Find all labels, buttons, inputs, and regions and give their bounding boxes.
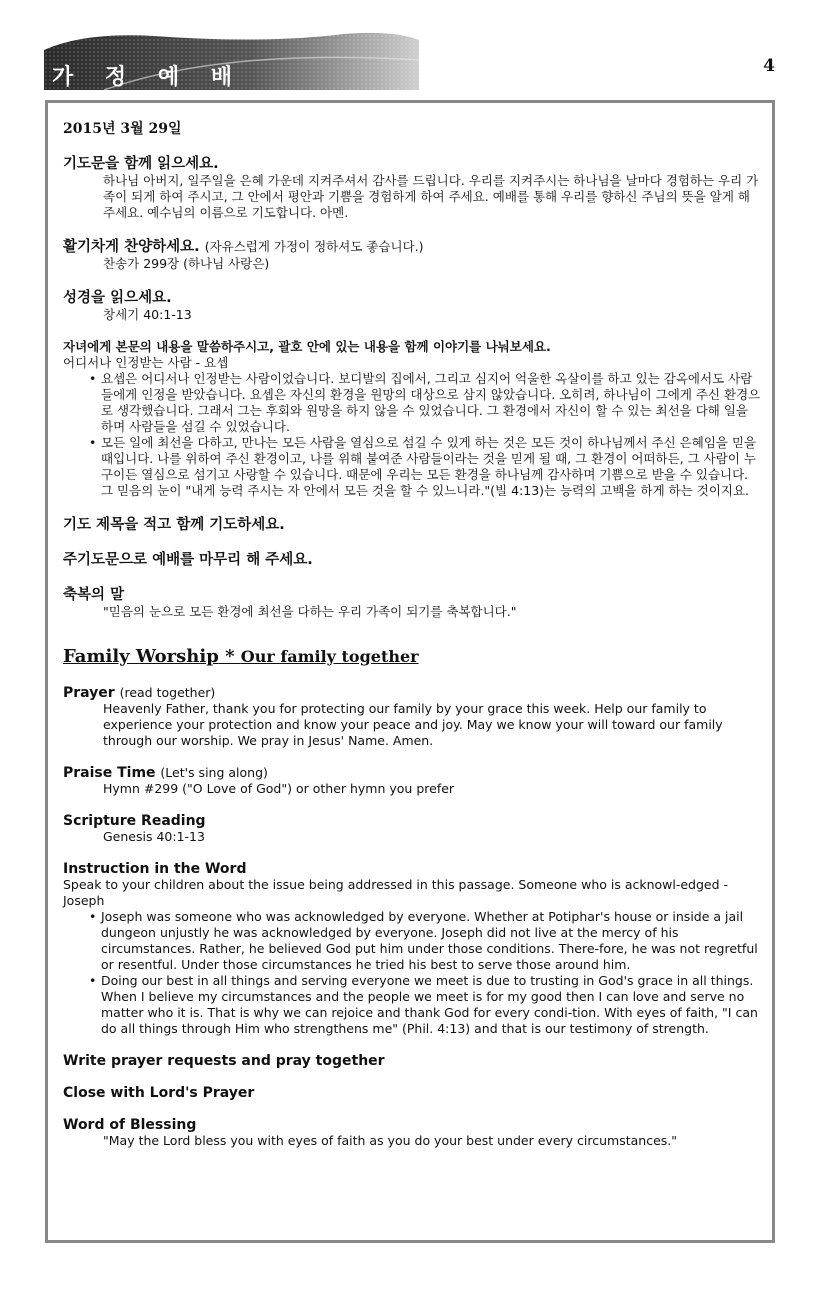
en-instruction-heading: Instruction in the Word [63,861,247,877]
en-write-prayer: Write prayer requests and pray together [63,1053,385,1069]
en-title [63,646,763,667]
ko-close: 주기도문으로 예배를 마무리 해 주세요. [63,552,313,568]
ko-instruction-heading: 자녀에게 본문의 내용을 말씀하주시고, 괄호 안에 있는 내용을 함께 이야기를 나눠보세요. [63,339,551,354]
ko-write-prayer-section [63,513,763,534]
ko-blessing-text: "믿음의 눈으로 모든 환경에 최선을 다하는 우리 가족이 되기를 축복합니다." [103,604,517,619]
en-close: Close with Lord's Prayer [63,1085,255,1101]
list-item: • 요셉은 어디서나 인정받는 사람이었습니다. 보디발의 집에서, 그리고 심지어 억울한 옥살이를 하고 있는 감옥에서도 사람들에게 인정을 받았습니다. 요셉은 자신의 환경을 원망의 대상으로 삼지 않았습니다. 오히려, 하나님이 그에게 주신 환경으로 생각했습니다. 그래서 그는 후회와 원망을 하지 않을 수 있었습니다. 그 환경에서 자신이 할 수 있는 최선을 다해 일을 하며 사람들을 섬길 수 있었습니다. [89,371,763,435]
en-praise-section [63,765,763,797]
list-item: • Joseph was someone who was acknowledged by everyone. Whether at Potiphar's house or inside a jail dungeon unjustly he was acknowledged by everyone. Joseph did not live at the mercy of his circumstances. Rather, he believed God put him under those conditions. There-fore, he was not regretful or resentful. Under those circumstances he tried his best to serve those around him. [89,909,763,973]
ko-prayer-section [63,152,763,221]
ko-scripture-text: 창세기 40:1-13 [103,307,192,322]
ko-scripture-heading: 성경을 읽으세요. [63,290,172,306]
en-prayer-note: (read together) [119,685,216,700]
ko-write-prayer: 기도 제목을 적고 함께 기도하세요. [63,517,285,533]
en-scripture-section [63,813,763,845]
en-instruction-intro: Speak to your children about the issue being addressed in this passage. Someone who is acknowl-edged - Joseph [63,877,729,908]
en-prayer-text: Heavenly Father, thank you for protecting our family by your grace this week. Help our family to experience your protection and know your peace and joy. May we know your will toward our family through our worship. We pray in Jesus' Name. Amen. [103,701,723,748]
en-prayer-heading [63,685,763,701]
en-prayer-heading-text: Prayer [63,685,115,701]
en-write-prayer-section [63,1053,763,1069]
ko-prayer-heading: 기도문을 함께 읽으세요. [63,156,219,172]
ko-prayer-text: 하나님 아버지, 일주일을 은혜 가운데 지켜주셔서 감사를 드립니다. 우리를 지켜주시는 하나님을 날마다 경험하는 우리 가족이 되게 하여 주시고, 그 안에서 평안과 기쁨을 경험하게 하여 주세요. 예배를 통해 우리를 향하신 주님의 뜻을 알게 해 주세요. 예수님의 이름으로 기도합니다. 아멘. [103,173,759,220]
en-close-section [63,1085,763,1101]
en-blessing-section [63,1117,763,1149]
ko-praise-section [63,235,763,272]
worship-content [63,118,763,1149]
en-title-sep: * [218,646,241,667]
header-title: 가 정 예 배 [52,64,244,90]
en-instruction-section [63,861,763,1037]
ko-close-section [63,548,763,569]
ko-praise-heading-text: 활기차게 찬양하세요. [63,239,200,255]
en-scripture-text: Genesis 40:1-13 [103,829,205,844]
list-item: • Doing our best in all things and serving everyone we meet is due to trusting in God's grace in all things. When I believe my circumstances and the people we meet is for my good then I can love and serve no matter who it is. That is why we can rejoice and thank God for every condi-tion. With eyes of faith, "I can do all things through Him who strengthens me" (Phil. 4:13) and that is our testimony of strength. [89,973,763,1037]
en-title-text: Family Worship [63,646,219,667]
en-instruction-list [63,909,763,1037]
en-blessing-text: "May the Lord bless you with eyes of faith as you do your best under every circumstances." [103,1133,677,1148]
ko-blessing-section [63,583,763,620]
ko-blessing-heading: 축복의 말 [63,587,125,603]
ko-instruction-section [63,337,763,499]
en-prayer-section [63,685,763,749]
ko-scripture-section [63,286,763,323]
en-praise-heading [63,765,763,781]
en-scripture-heading: Scripture Reading [63,813,206,829]
en-praise-heading-text: Praise Time [63,765,156,781]
en-praise-note: (Let's sing along) [160,765,268,780]
worship-date: 2015년 3월 29일 [63,121,182,137]
ko-praise-heading [63,235,763,256]
page-number: 4 [763,56,775,76]
ko-instruction-list [63,371,763,499]
en-praise-text: Hymn #299 ("O Love of God") or other hymn you prefer [103,781,455,796]
ko-praise-note: (자유스럽게 가정이 정하셔도 좋습니다.) [204,239,424,254]
en-subtitle: Our family together [240,647,419,666]
ko-instruction-subtitle: 어디서나 인정받는 사람 - 요셉 [63,355,229,370]
list-item: • 모든 일에 최선을 다하고, 만나는 모든 사람을 열심으로 섬길 수 있게 하는 것은 모든 것이 하나님께서 주신 은혜임을 믿을 때입니다. 나를 위하여 주신 환경이고, 나를 위해 붙여준 사람들이라는 것을 믿게 될 때, 그 환경이 어떠하든, 그 사람이 누구이든 열심으로 섬기고 사랑할 수 있습니다. 때문에 우리는 모든 환경을 하나님께 감사하며 기쁨으로 받을 수 있습니다. 그 믿음의 눈이 "내게 능력 주시는 자 안에서 모든 것을 할 수 있느니라."(빌 4:13)는 능력의 고백을 하게 하는 것이지요. [89,435,763,499]
en-blessing-heading: Word of Blessing [63,1117,197,1133]
ko-praise-text: 찬송가 299장 (하나님 사랑은) [103,256,270,271]
